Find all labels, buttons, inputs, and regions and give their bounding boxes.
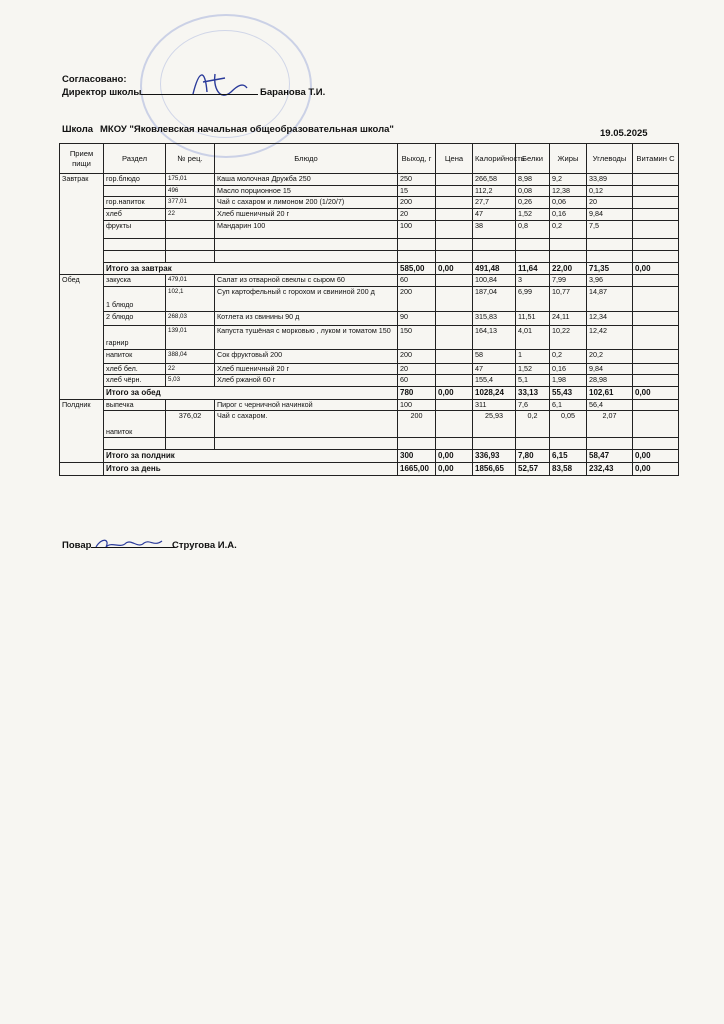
- col-yield: Выход, г: [398, 144, 436, 174]
- recipe-cell: 22: [166, 208, 215, 220]
- yield-cell: 585,00: [398, 262, 436, 275]
- fats-cell: 6,1: [550, 399, 587, 411]
- table-row: [60, 250, 679, 262]
- proteins-cell: 7,80: [516, 450, 550, 463]
- table-row: [60, 286, 679, 311]
- carbs-cell: 71,35: [587, 262, 633, 275]
- fats-cell: 0,16: [550, 208, 587, 220]
- table-row: [60, 325, 679, 349]
- table-row: [60, 411, 679, 438]
- carbs-cell: 102,61: [587, 387, 633, 400]
- meal-snack: Полдник: [60, 399, 104, 462]
- school-name: МКОУ "Яковлевская начальная общеобразовательная школа": [100, 124, 394, 135]
- calories-cell: 491,48: [473, 262, 516, 275]
- vitamin-c-cell: [633, 174, 679, 186]
- table-row: [60, 349, 679, 363]
- vitamin-c-cell: [633, 275, 679, 287]
- proteins-cell: 11,64: [516, 262, 550, 275]
- calories-cell: 58: [473, 349, 516, 363]
- calories-cell: 266,58: [473, 174, 516, 186]
- proteins-cell: 1,52: [516, 363, 550, 375]
- section-cell: выпечка: [104, 399, 166, 411]
- carbs-cell: 28,98: [587, 375, 633, 387]
- breakfast-total-row: [60, 262, 679, 275]
- fats-cell: 10,77: [550, 286, 587, 311]
- yield-cell: 90: [398, 311, 436, 325]
- calories-cell: 1028,24: [473, 387, 516, 400]
- vitamin-c-cell: [633, 325, 679, 349]
- calories-cell: 187,04: [473, 286, 516, 311]
- table-row: [60, 363, 679, 375]
- proteins-cell: 0,08: [516, 185, 550, 197]
- table-row: [60, 375, 679, 387]
- carbs-cell: 3,96: [587, 275, 633, 287]
- price-cell: [436, 174, 473, 186]
- fats-cell: 83,58: [550, 462, 587, 475]
- price-cell: [436, 399, 473, 411]
- recipe-cell: 139,01: [166, 325, 215, 349]
- recipe-cell: 479,01: [166, 275, 215, 287]
- section-cell: хлеб бел.: [104, 363, 166, 375]
- yield-cell: 20: [398, 363, 436, 375]
- price-cell: [436, 375, 473, 387]
- proteins-cell: 0,8: [516, 220, 550, 238]
- col-proteins: Белки: [516, 144, 550, 174]
- price-cell: [436, 325, 473, 349]
- yield-cell: 60: [398, 375, 436, 387]
- fats-cell: 0,06: [550, 197, 587, 209]
- price-cell: [436, 208, 473, 220]
- yield-cell: 1665,00: [398, 462, 436, 475]
- proteins-cell: 1: [516, 349, 550, 363]
- total-label: Итого за завтрак: [104, 262, 398, 275]
- proteins-cell: 11,51: [516, 311, 550, 325]
- fats-cell: 0,2: [550, 349, 587, 363]
- calories-cell: 155,4: [473, 375, 516, 387]
- table-row: [60, 238, 679, 250]
- recipe-cell: 377,01: [166, 197, 215, 209]
- dish-cell: Пирог с черничной начинкой: [215, 399, 398, 411]
- proteins-cell: 3: [516, 275, 550, 287]
- proteins-cell: 6,99: [516, 286, 550, 311]
- price-cell: 0,00: [436, 387, 473, 400]
- col-dish: Блюдо: [215, 144, 398, 174]
- calories-cell: 315,83: [473, 311, 516, 325]
- proteins-cell: 0,26: [516, 197, 550, 209]
- yield-cell: 200: [398, 411, 436, 438]
- director-signature: [185, 62, 255, 107]
- vitamin-c-cell: [633, 375, 679, 387]
- section-cell: напиток: [104, 349, 166, 363]
- vitamin-c-cell: 0,00: [633, 450, 679, 463]
- school-label: Школа: [62, 124, 94, 135]
- section-cell: хлеб чёрн.: [104, 375, 166, 387]
- approval-label: Согласовано:: [62, 74, 127, 85]
- col-vitamin-c: Витамин С: [633, 144, 679, 174]
- price-cell: [436, 311, 473, 325]
- price-cell: [436, 275, 473, 287]
- recipe-cell: 175,01: [166, 174, 215, 186]
- meal-breakfast: Завтрак: [60, 174, 104, 275]
- carbs-cell: 9,84: [587, 208, 633, 220]
- carbs-cell: 12,42: [587, 325, 633, 349]
- col-price: Цена: [436, 144, 473, 174]
- yield-cell: 200: [398, 197, 436, 209]
- yield-cell: 100: [398, 399, 436, 411]
- fats-cell: 0,16: [550, 363, 587, 375]
- vitamin-c-cell: [633, 411, 679, 438]
- vitamin-c-cell: [633, 220, 679, 238]
- total-label: Итого за полдник: [104, 450, 398, 463]
- section-cell: 1 блюдо: [104, 286, 166, 311]
- section-cell: закуска: [104, 275, 166, 287]
- yield-cell: 150: [398, 325, 436, 349]
- fats-cell: 7,99: [550, 275, 587, 287]
- proteins-cell: 4,01: [516, 325, 550, 349]
- recipe-cell: [166, 220, 215, 238]
- col-recipe: № рец.: [166, 144, 215, 174]
- price-cell: 0,00: [436, 462, 473, 475]
- section-cell: 2 блюдо: [104, 311, 166, 325]
- carbs-cell: 232,43: [587, 462, 633, 475]
- price-cell: [436, 363, 473, 375]
- section-cell: [104, 185, 166, 197]
- dish-cell: Хлеб пшеничный 20 г: [215, 208, 398, 220]
- total-label: Итого за день: [104, 462, 398, 475]
- calories-cell: 1856,65: [473, 462, 516, 475]
- meal-lunch: Обед: [60, 275, 104, 400]
- yield-cell: 20: [398, 208, 436, 220]
- calories-cell: 311: [473, 399, 516, 411]
- carbs-cell: 56,4: [587, 399, 633, 411]
- vitamin-c-cell: 0,00: [633, 262, 679, 275]
- calories-cell: 112,2: [473, 185, 516, 197]
- carbs-cell: 7,5: [587, 220, 633, 238]
- dish-cell: Котлета из свинины 90 д: [215, 311, 398, 325]
- price-cell: [436, 220, 473, 238]
- price-cell: 0,00: [436, 450, 473, 463]
- proteins-cell: 52,57: [516, 462, 550, 475]
- fats-cell: 9,2: [550, 174, 587, 186]
- director-label: Директор школы: [62, 87, 258, 98]
- dish-cell: Хлеб ржаной 60 г: [215, 375, 398, 387]
- fats-cell: 0,2: [550, 220, 587, 238]
- yield-cell: 200: [398, 349, 436, 363]
- calories-cell: 25,93: [473, 411, 516, 438]
- dish-cell: Сок фруктовый 200: [215, 349, 398, 363]
- section-cell: хлеб: [104, 208, 166, 220]
- total-label: Итого за обед: [104, 387, 398, 400]
- vitamin-c-cell: 0,00: [633, 462, 679, 475]
- cook-label: Повар: [62, 540, 175, 551]
- price-cell: 0,00: [436, 262, 473, 275]
- calories-cell: 164,13: [473, 325, 516, 349]
- dish-cell: Мандарин 100: [215, 220, 398, 238]
- fats-cell: 24,11: [550, 311, 587, 325]
- fats-cell: 6,15: [550, 450, 587, 463]
- menu-table: [59, 143, 679, 476]
- fats-cell: 22,00: [550, 262, 587, 275]
- price-cell: [436, 185, 473, 197]
- price-cell: [436, 197, 473, 209]
- table-row: [60, 174, 679, 186]
- dish-cell: Чай с сахаром и лимоном 200 (1/20/7): [215, 197, 398, 209]
- dish-cell: Каша молочная Дружба 250: [215, 174, 398, 186]
- proteins-cell: 5,1: [516, 375, 550, 387]
- price-cell: [436, 286, 473, 311]
- dish-cell: Капуста тушёная с морковью , луком и томатом 150: [215, 325, 398, 349]
- cook-name: Стругова И.А.: [172, 540, 237, 551]
- dish-cell: Хлеб пшеничный 20 г: [215, 363, 398, 375]
- yield-cell: 250: [398, 174, 436, 186]
- vitamin-c-cell: [633, 399, 679, 411]
- calories-cell: 336,93: [473, 450, 516, 463]
- carbs-cell: 9,84: [587, 363, 633, 375]
- yield-cell: 300: [398, 450, 436, 463]
- carbs-cell: 14,87: [587, 286, 633, 311]
- table-row: [60, 185, 679, 197]
- yield-cell: 780: [398, 387, 436, 400]
- vitamin-c-cell: [633, 286, 679, 311]
- carbs-cell: 20,2: [587, 349, 633, 363]
- calories-cell: 47: [473, 208, 516, 220]
- table-row: [60, 208, 679, 220]
- col-calories: Калорийность: [473, 144, 516, 174]
- calories-cell: 100,84: [473, 275, 516, 287]
- vitamin-c-cell: [633, 363, 679, 375]
- vitamin-c-cell: [633, 185, 679, 197]
- vitamin-c-cell: [633, 349, 679, 363]
- price-cell: [436, 349, 473, 363]
- section-cell: напиток: [104, 411, 166, 438]
- section-cell: гор.напиток: [104, 197, 166, 209]
- table-row: [60, 438, 679, 450]
- recipe-cell: 102,1: [166, 286, 215, 311]
- carbs-cell: 0,12: [587, 185, 633, 197]
- dish-cell: Масло порционное 15: [215, 185, 398, 197]
- dish-cell: Суп картофельный с горохом и свининой 200 д: [215, 286, 398, 311]
- menu-date: 19.05.2025: [600, 128, 648, 139]
- day-total-row: [60, 462, 679, 475]
- carbs-cell: 20: [587, 197, 633, 209]
- col-section: Раздел: [104, 144, 166, 174]
- calories-cell: 38: [473, 220, 516, 238]
- section-cell: гарнир: [104, 325, 166, 349]
- price-cell: [436, 411, 473, 438]
- proteins-cell: 8,98: [516, 174, 550, 186]
- vitamin-c-cell: [633, 311, 679, 325]
- yield-cell: 15: [398, 185, 436, 197]
- recipe-cell: [166, 399, 215, 411]
- proteins-cell: 0,2: [516, 411, 550, 438]
- recipe-cell: 376,02: [166, 411, 215, 438]
- vitamin-c-cell: [633, 208, 679, 220]
- vitamin-c-cell: [633, 197, 679, 209]
- fats-cell: 12,38: [550, 185, 587, 197]
- yield-cell: 200: [398, 286, 436, 311]
- snack-total-row: [60, 450, 679, 463]
- calories-cell: 47: [473, 363, 516, 375]
- proteins-cell: 1,52: [516, 208, 550, 220]
- table-row: [60, 275, 679, 287]
- proteins-cell: 7,6: [516, 399, 550, 411]
- calories-cell: 27,7: [473, 197, 516, 209]
- lunch-total-row: [60, 387, 679, 400]
- yield-cell: 100: [398, 220, 436, 238]
- col-carbs: Углеводы: [587, 144, 633, 174]
- recipe-cell: 268,03: [166, 311, 215, 325]
- fats-cell: 1,98: [550, 375, 587, 387]
- vitamin-c-cell: 0,00: [633, 387, 679, 400]
- carbs-cell: 12,34: [587, 311, 633, 325]
- recipe-cell: 496: [166, 185, 215, 197]
- table-row: [60, 311, 679, 325]
- fats-cell: 0,05: [550, 411, 587, 438]
- carbs-cell: 2,07: [587, 411, 633, 438]
- recipe-cell: 22: [166, 363, 215, 375]
- recipe-cell: 5,03: [166, 375, 215, 387]
- fats-cell: 55,43: [550, 387, 587, 400]
- carbs-cell: 58,47: [587, 450, 633, 463]
- table-row: [60, 220, 679, 238]
- section-cell: гор.блюдо: [104, 174, 166, 186]
- dish-cell: Чай с сахаром.: [215, 411, 398, 438]
- carbs-cell: 33,89: [587, 174, 633, 186]
- dish-cell: Салат из отварной свеклы с сыром 60: [215, 275, 398, 287]
- proteins-cell: 33,13: [516, 387, 550, 400]
- table-row: [60, 399, 679, 411]
- table-row: [60, 197, 679, 209]
- recipe-cell: 388,04: [166, 349, 215, 363]
- col-meal: Прием пищи: [60, 144, 104, 174]
- col-fats: Жиры: [550, 144, 587, 174]
- fats-cell: 10,22: [550, 325, 587, 349]
- yield-cell: 60: [398, 275, 436, 287]
- director-name: Баранова Т.И.: [260, 87, 326, 98]
- section-cell: фрукты: [104, 220, 166, 238]
